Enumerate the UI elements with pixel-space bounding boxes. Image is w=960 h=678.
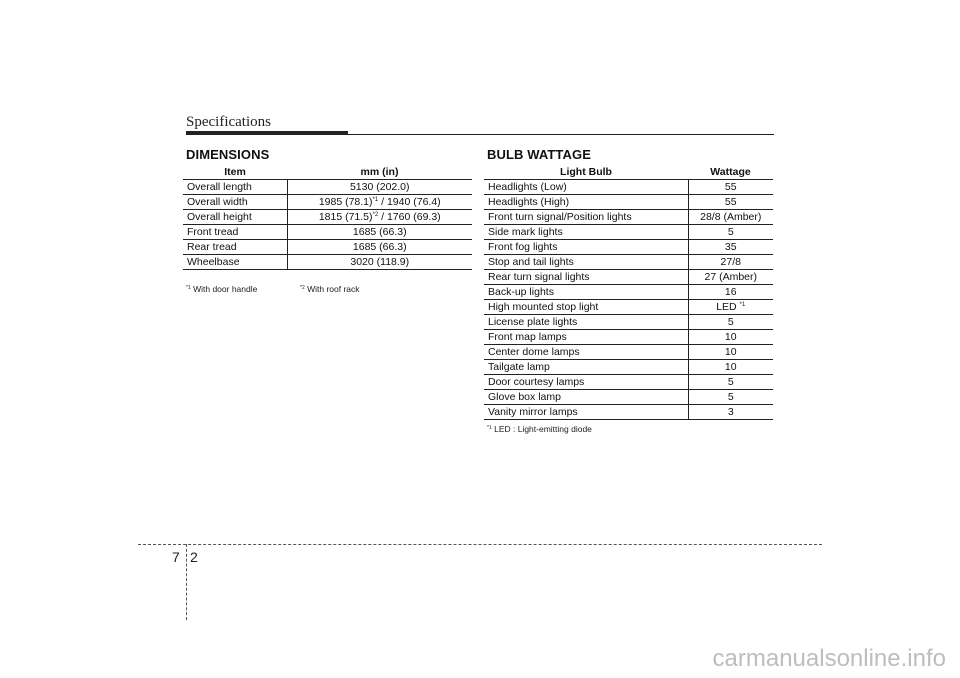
footnote-mark: *2 bbox=[372, 212, 379, 218]
bulb-name: Rear turn signal lights bbox=[484, 270, 688, 285]
bulb-name: Front map lamps bbox=[484, 330, 688, 345]
bulb-wattage bbox=[688, 330, 773, 345]
column-header-item: Item bbox=[183, 165, 287, 180]
wattage-value: 55 bbox=[724, 181, 737, 193]
dimensions-title: DIMENSIONS bbox=[186, 147, 270, 162]
dimension-value bbox=[287, 225, 472, 240]
footnote-text: With door handle bbox=[190, 284, 258, 294]
table-row bbox=[183, 195, 472, 210]
table-row bbox=[183, 210, 472, 225]
dimension-value bbox=[287, 255, 472, 270]
wattage-value: 27/8 bbox=[720, 256, 741, 268]
wattage-value: 5 bbox=[727, 316, 734, 328]
table-row bbox=[484, 300, 773, 315]
footnote-text: LED : Light-emitting diode bbox=[491, 424, 592, 434]
table-header-row bbox=[484, 165, 773, 180]
column-header-wattage: Wattage bbox=[688, 165, 773, 180]
wattage-value: 16 bbox=[724, 286, 737, 298]
footnote-mark: *1 bbox=[372, 197, 379, 203]
watermark: carmanualsonline.info bbox=[712, 645, 946, 672]
table-row bbox=[484, 195, 773, 210]
dimension-item: Front tread bbox=[183, 225, 287, 240]
footnote-text: With roof rack bbox=[304, 284, 360, 294]
bulb-wattage bbox=[688, 180, 773, 195]
dimension-value bbox=[287, 180, 472, 195]
wattage-value: 27 (Amber) bbox=[704, 271, 757, 283]
bulb-name: Glove box lamp bbox=[484, 390, 688, 405]
footnote-mark: *1 bbox=[739, 302, 746, 308]
column-header-light-bulb: Light Bulb bbox=[484, 165, 688, 180]
footnote-mark: *1 bbox=[186, 285, 191, 291]
dimension-item: Overall length bbox=[183, 180, 287, 195]
footer-dashed-divider bbox=[186, 544, 187, 620]
dimension-value-primary: 5130 (202.0) bbox=[349, 181, 410, 193]
table-row bbox=[484, 345, 773, 360]
dimension-value bbox=[287, 210, 472, 225]
wattage-value: 10 bbox=[724, 361, 737, 373]
wattage-value: 10 bbox=[724, 331, 737, 343]
bulb-wattage bbox=[688, 285, 773, 300]
wattage-value: 5 bbox=[727, 376, 734, 388]
table-row bbox=[484, 225, 773, 240]
wattage-value: 5 bbox=[727, 391, 734, 403]
table-row bbox=[484, 240, 773, 255]
bulb-name: License plate lights bbox=[484, 315, 688, 330]
bulb-footnote bbox=[487, 424, 592, 434]
bulb-wattage-title: BULB WATTAGE bbox=[487, 147, 591, 162]
wattage-value: 3 bbox=[727, 406, 734, 418]
chapter-number: 7 bbox=[172, 549, 180, 565]
footnote-mark: *2 bbox=[300, 285, 305, 291]
table-row bbox=[183, 180, 472, 195]
bulb-wattage bbox=[688, 195, 773, 210]
bulb-name: Headlights (High) bbox=[484, 195, 688, 210]
bulb-name: Stop and tail lights bbox=[484, 255, 688, 270]
bulb-wattage bbox=[688, 390, 773, 405]
dimension-value-primary: 3020 (118.9) bbox=[350, 256, 410, 268]
bulb-wattage bbox=[688, 225, 773, 240]
table-row bbox=[484, 375, 773, 390]
dimension-item: Overall height bbox=[183, 210, 287, 225]
dimension-item: Wheelbase bbox=[183, 255, 287, 270]
wattage-value: 55 bbox=[724, 196, 737, 208]
bulb-name: Headlights (Low) bbox=[484, 180, 688, 195]
table-row bbox=[183, 225, 472, 240]
table-row bbox=[183, 240, 472, 255]
bulb-name: Vanity mirror lamps bbox=[484, 405, 688, 420]
bulb-wattage-table bbox=[484, 165, 773, 420]
bulb-wattage bbox=[688, 255, 773, 270]
bulb-wattage bbox=[688, 405, 773, 420]
dimension-value-primary: 1685 (66.3) bbox=[352, 241, 407, 253]
dimension-value bbox=[287, 195, 472, 210]
dimensions-footnote-1 bbox=[186, 284, 257, 294]
table-row bbox=[484, 330, 773, 345]
dimension-value-primary: 1815 (71.5) bbox=[318, 211, 373, 223]
wattage-value: 28/8 (Amber) bbox=[700, 211, 762, 223]
table-row bbox=[484, 210, 773, 225]
bulb-wattage bbox=[688, 345, 773, 360]
dimension-value-alternate: / 1940 (76.4) bbox=[378, 196, 441, 208]
dimension-item: Rear tread bbox=[183, 240, 287, 255]
bulb-wattage bbox=[688, 240, 773, 255]
wattage-value: 35 bbox=[724, 241, 737, 253]
bulb-name: Door courtesy lamps bbox=[484, 375, 688, 390]
bulb-name: Front turn signal/Position lights bbox=[484, 210, 688, 225]
table-row bbox=[484, 270, 773, 285]
section-header-title: Specifications bbox=[186, 114, 271, 130]
page-number: 2 bbox=[190, 549, 198, 565]
table-row bbox=[484, 285, 773, 300]
table-row bbox=[183, 255, 472, 270]
table-row bbox=[484, 390, 773, 405]
footnote-mark: *1 bbox=[487, 425, 492, 431]
wattage-value: 10 bbox=[724, 346, 737, 358]
bulb-wattage bbox=[688, 210, 773, 225]
bulb-name: Tailgate lamp bbox=[484, 360, 688, 375]
table-row bbox=[484, 360, 773, 375]
header-rule bbox=[186, 134, 774, 135]
dimension-value-primary: 1985 (78.1) bbox=[318, 196, 373, 208]
dimension-value-alternate: / 1760 (69.3) bbox=[378, 211, 441, 223]
bulb-name: Side mark lights bbox=[484, 225, 688, 240]
table-row bbox=[484, 255, 773, 270]
table-row bbox=[484, 315, 773, 330]
bulb-wattage bbox=[688, 270, 773, 285]
dimension-value bbox=[287, 240, 472, 255]
wattage-value: 5 bbox=[727, 226, 734, 238]
bulb-wattage bbox=[688, 315, 773, 330]
bulb-name: Center dome lamps bbox=[484, 345, 688, 360]
footer-dashed-rule bbox=[138, 544, 822, 545]
table-header-row bbox=[183, 165, 472, 180]
dimensions-footnote-2 bbox=[300, 284, 360, 294]
bulb-name: Front fog lights bbox=[484, 240, 688, 255]
dimensions-table bbox=[183, 165, 472, 270]
bulb-wattage bbox=[688, 360, 773, 375]
table-row bbox=[484, 180, 773, 195]
table-row bbox=[484, 405, 773, 420]
column-header-mm-in: mm (in) bbox=[287, 165, 472, 180]
bulb-name: High mounted stop light bbox=[484, 300, 688, 315]
dimension-item: Overall width bbox=[183, 195, 287, 210]
bulb-wattage bbox=[688, 375, 773, 390]
wattage-value: LED bbox=[716, 301, 737, 313]
bulb-name: Back-up lights bbox=[484, 285, 688, 300]
bulb-wattage bbox=[688, 300, 773, 315]
dimension-value-primary: 1685 (66.3) bbox=[352, 226, 407, 238]
